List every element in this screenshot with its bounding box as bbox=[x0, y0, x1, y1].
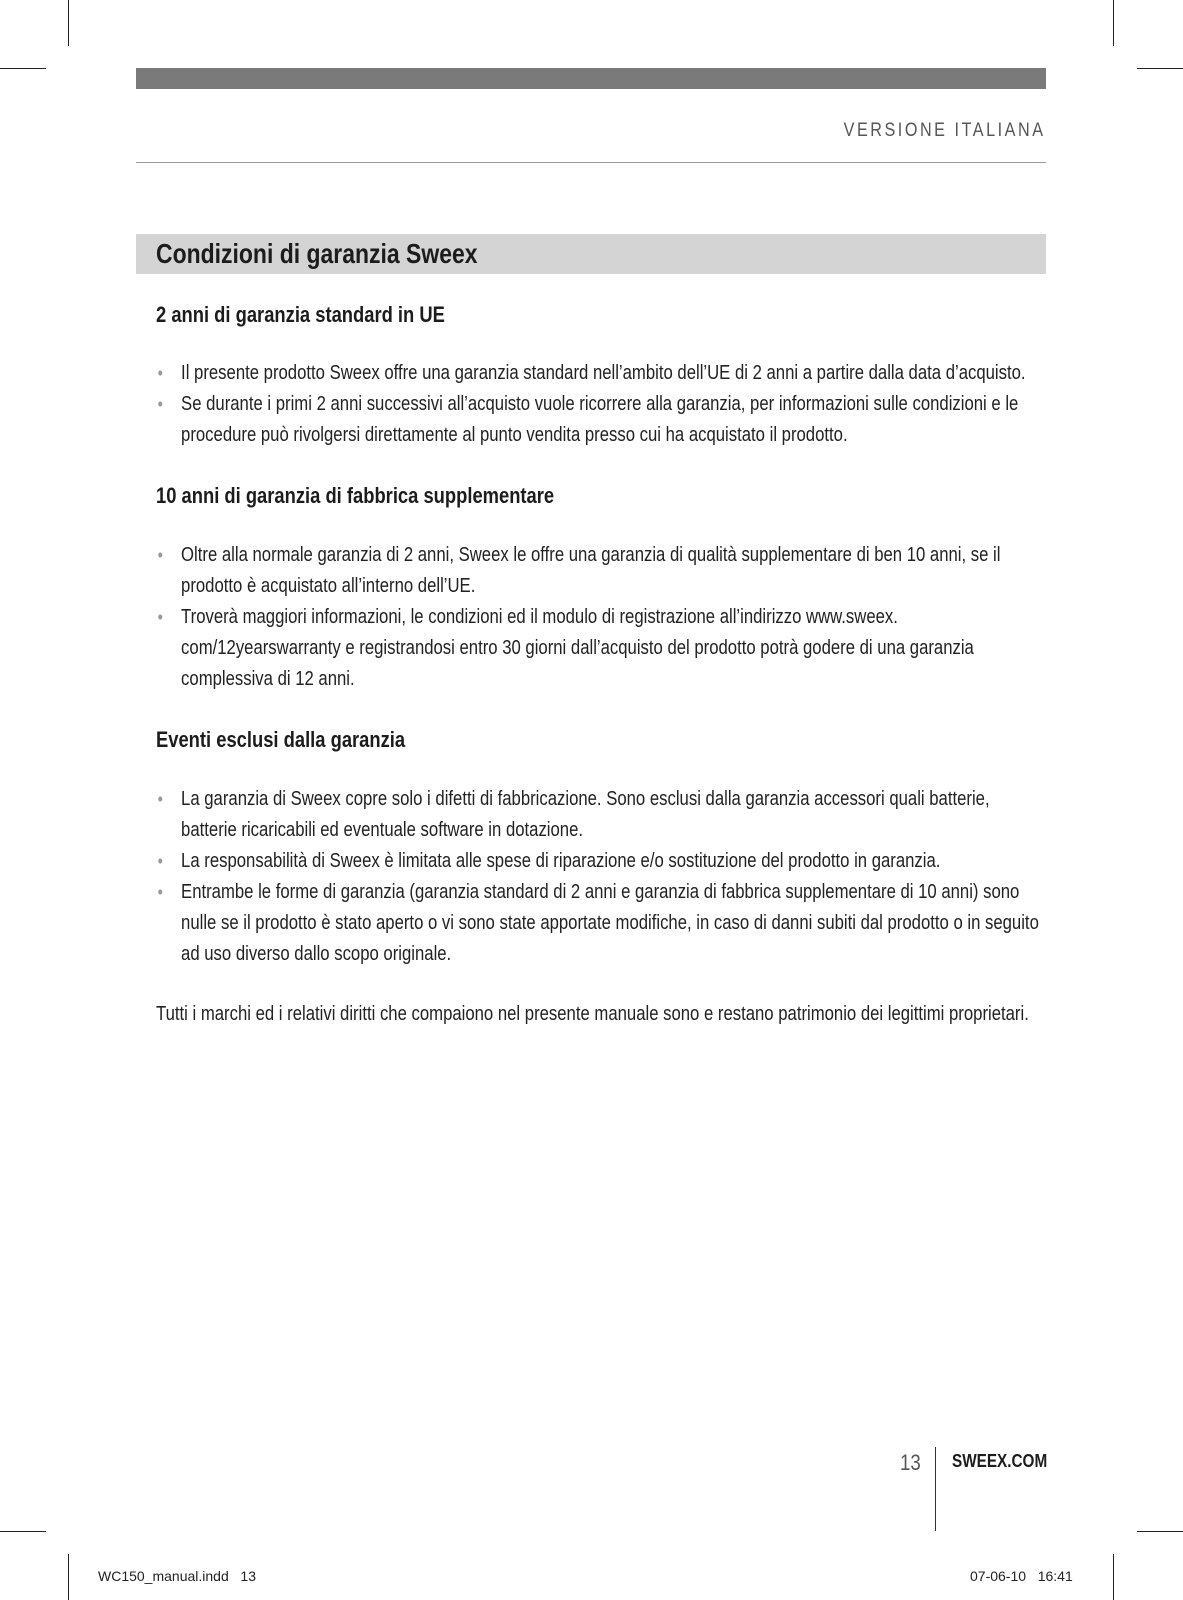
crop-mark bbox=[0, 68, 46, 69]
document-body bbox=[156, 300, 1049, 1030]
list-item: • La responsabilità di Sweex è limitata alle spese di riparazione e/o sostituzione del prodotto in garanzia. bbox=[156, 846, 1049, 877]
print-slug-datetime: 07-06-10 16:41 bbox=[970, 1568, 1073, 1584]
list-item: • Il presente prodotto Sweex offre una garanzia standard nell’ambito dell’UE di 2 anni a partire dalla data d’acquisto. bbox=[156, 358, 1049, 389]
language-label: VERSIONE ITALIANA bbox=[844, 120, 1046, 141]
page-number: 13 bbox=[900, 1450, 921, 1475]
list-item: • La garanzia di Sweex copre solo i difetti di fabbricazione. Sono esclusi dalla garanzia accessori quali batterie, batterie ricaricabili ed eventuale software in dotazione. bbox=[156, 784, 1049, 846]
header-divider bbox=[136, 162, 1046, 163]
crop-mark bbox=[68, 1554, 69, 1600]
bullet-list bbox=[156, 784, 1049, 970]
header-bar bbox=[136, 68, 1046, 89]
page-title: Condizioni di garanzia Sweex bbox=[156, 238, 478, 269]
section-heading: 10 anni di garanzia di fabbrica supplementare bbox=[156, 483, 555, 508]
list-item: • Se durante i primi 2 anni successivi all’acquisto vuole ricorrere alla garanzia, per informazioni sulle condizioni e le procedure può rivolgersi direttamente al punto vendita presso cui ha acquistato il prodotto. bbox=[156, 389, 1049, 451]
website-label: SWEEX.COM bbox=[952, 1451, 1048, 1471]
section-heading: Eventi esclusi dalla garanzia bbox=[156, 727, 406, 752]
trademark-note: Tutti i marchi ed i relativi diritti che compaiono nel presente manuale sono e restano patrimonio dei legittimi proprietari. bbox=[156, 1003, 1029, 1025]
print-slug-file: WC150_manual.indd 13 bbox=[98, 1568, 256, 1584]
crop-mark bbox=[1113, 0, 1114, 46]
list-item: • Troverà maggiori informazioni, le condizioni ed il modulo di registrazione all’indirizzo www.sweex. com/12yearswarranty e registrandosi entro 30 giorni dall’acquisto del prodotto potrà godere di una garanzia complessiva di 12 anni. bbox=[156, 602, 1049, 695]
crop-mark bbox=[0, 1531, 46, 1532]
bullet-list bbox=[156, 358, 1049, 451]
footer-divider bbox=[935, 1447, 936, 1531]
crop-mark bbox=[1137, 1531, 1183, 1532]
crop-mark bbox=[1137, 68, 1183, 69]
crop-mark bbox=[68, 0, 69, 46]
crop-mark bbox=[1113, 1554, 1114, 1600]
bullet-list bbox=[156, 540, 1049, 695]
section-heading: 2 anni di garanzia standard in UE bbox=[156, 302, 445, 327]
list-item: • Oltre alla normale garanzia di 2 anni, Sweex le offre una garanzia di qualità supplementare di ben 10 anni, se il prodotto è acquistato all’interno dell’UE. bbox=[156, 540, 1049, 602]
list-item: • Entrambe le forme di garanzia (garanzia standard di 2 anni e garanzia di fabbrica supplementare di 10 anni) sono nulle se il prodotto è stato aperto o vi sono state apportate modifiche, in caso di danni subiti dal prodotto o in seguito ad uso diverso dallo scopo originale. bbox=[156, 877, 1049, 970]
